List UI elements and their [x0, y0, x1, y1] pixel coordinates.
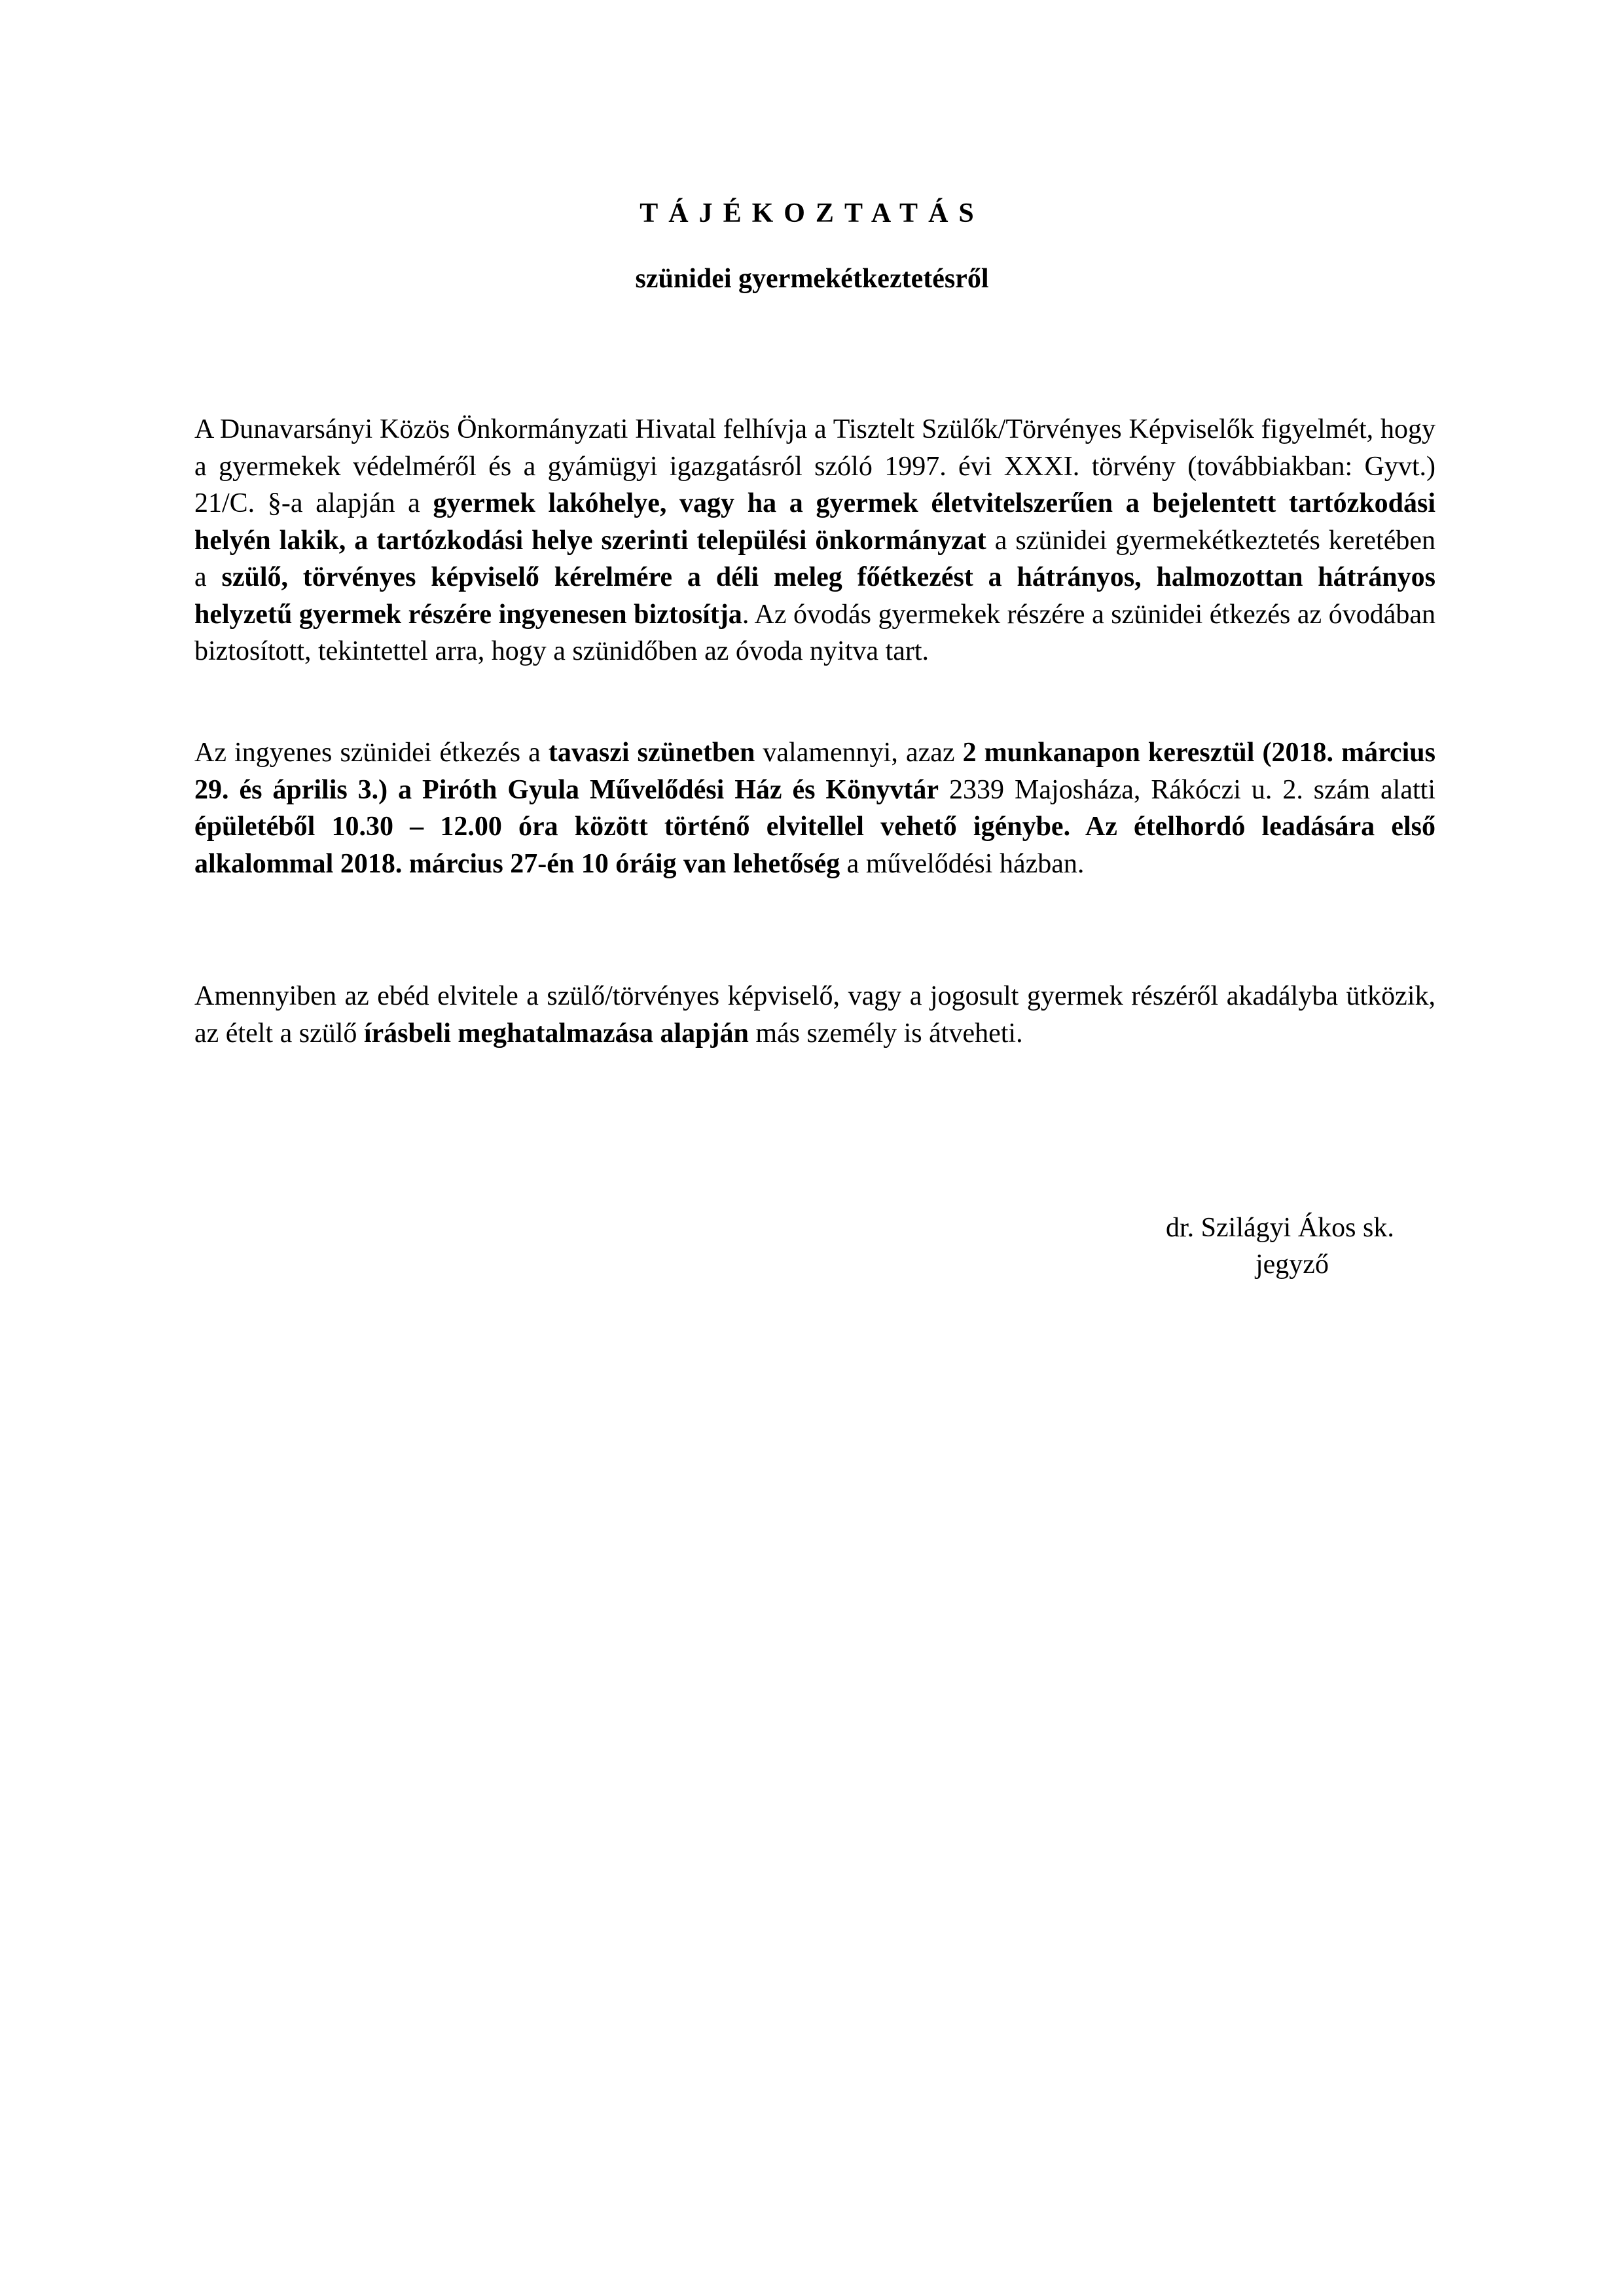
- document-title: TÁJÉKOZTATÁS: [640, 198, 984, 228]
- bold-text-run: tavaszi szünetben: [548, 738, 755, 768]
- text-run: 2339 Majosháza, Rákóczi u. 2. szám alatti: [939, 774, 1435, 805]
- text-run: a művelődési házban.: [840, 848, 1085, 879]
- paragraph-2: [194, 734, 1435, 882]
- signature-name: dr. Szilágyi Ákos sk.: [1166, 1213, 1394, 1243]
- paragraph-2-text: [194, 734, 1435, 882]
- text-run: A Dunavarsányi Közös Önkormányzati Hivatal felhívja a Tisztelt Szülők/Törvényes Képviselők figyelmét, hogy a gyermekek védelméről és a gyámügyi igazgatásról szóló 1997. évi XXXI. törvény (továbbiakban: Gyvt.) 21/C. §-a alapján a: [194, 414, 1435, 518]
- document-subtitle: szünidei gyermekétkeztetésről: [635, 264, 989, 294]
- bold-text-run: szülő, törvényes képviselő kérelmére a déli meleg főétkezést a hátrányos, halmozottan hátrányos helyzetű gyermek részére ingyenesen biztosítja: [194, 562, 1435, 630]
- bold-text-run: gyermek lakóhelye, vagy ha a gyermek életvitelszerűen a bejelentett tartózkodási helyén lakik, a tartózkodási helye szerinti települési önkormányzat: [194, 488, 1435, 556]
- text-run: valamennyi, azaz: [755, 738, 963, 768]
- paragraph-1: [194, 411, 1435, 670]
- bold-text-run: írásbeli meghatalmazása alapján: [363, 1018, 749, 1049]
- paragraph-3-text: [194, 978, 1435, 1052]
- bold-text-run: épületéből 10.30 – 12.00 óra között történő elvitellel vehető igénybe. Az ételhordó leadására első alkalommal 2018. március 27-én 10 óráig van lehetőség: [194, 812, 1435, 879]
- text-run: Az ingyenes szünidei étkezés a: [194, 738, 549, 768]
- text-run: más személy is átveheti.: [748, 1018, 1023, 1049]
- paragraph-1-text: [194, 411, 1435, 670]
- text-run: Amennyiben az ebéd elvitele a szülő/törvényes képviselő, vagy a jogosult gyermek részéről akadályba ütközik, az ételt a szülő: [194, 981, 1435, 1049]
- signature-block: [1087, 1210, 1453, 1283]
- bold-text-run: 2 munkanapon keresztül (2018. március 29. és április 3.) a Piróth Gyula Művelődési Ház és Könyvtár: [194, 738, 1435, 805]
- paragraph-3: [194, 978, 1435, 1052]
- text-run: a szünidei gyermekétkeztetés keretében a: [194, 525, 1436, 592]
- signature-role: jegyző: [1255, 1249, 1329, 1280]
- text-run: . Az óvodás gyermekek részére a szünidei étkezés az óvodában biztosított, tekintettel arra, hogy a szünidőben az óvoda nyitva tart.: [194, 599, 1435, 666]
